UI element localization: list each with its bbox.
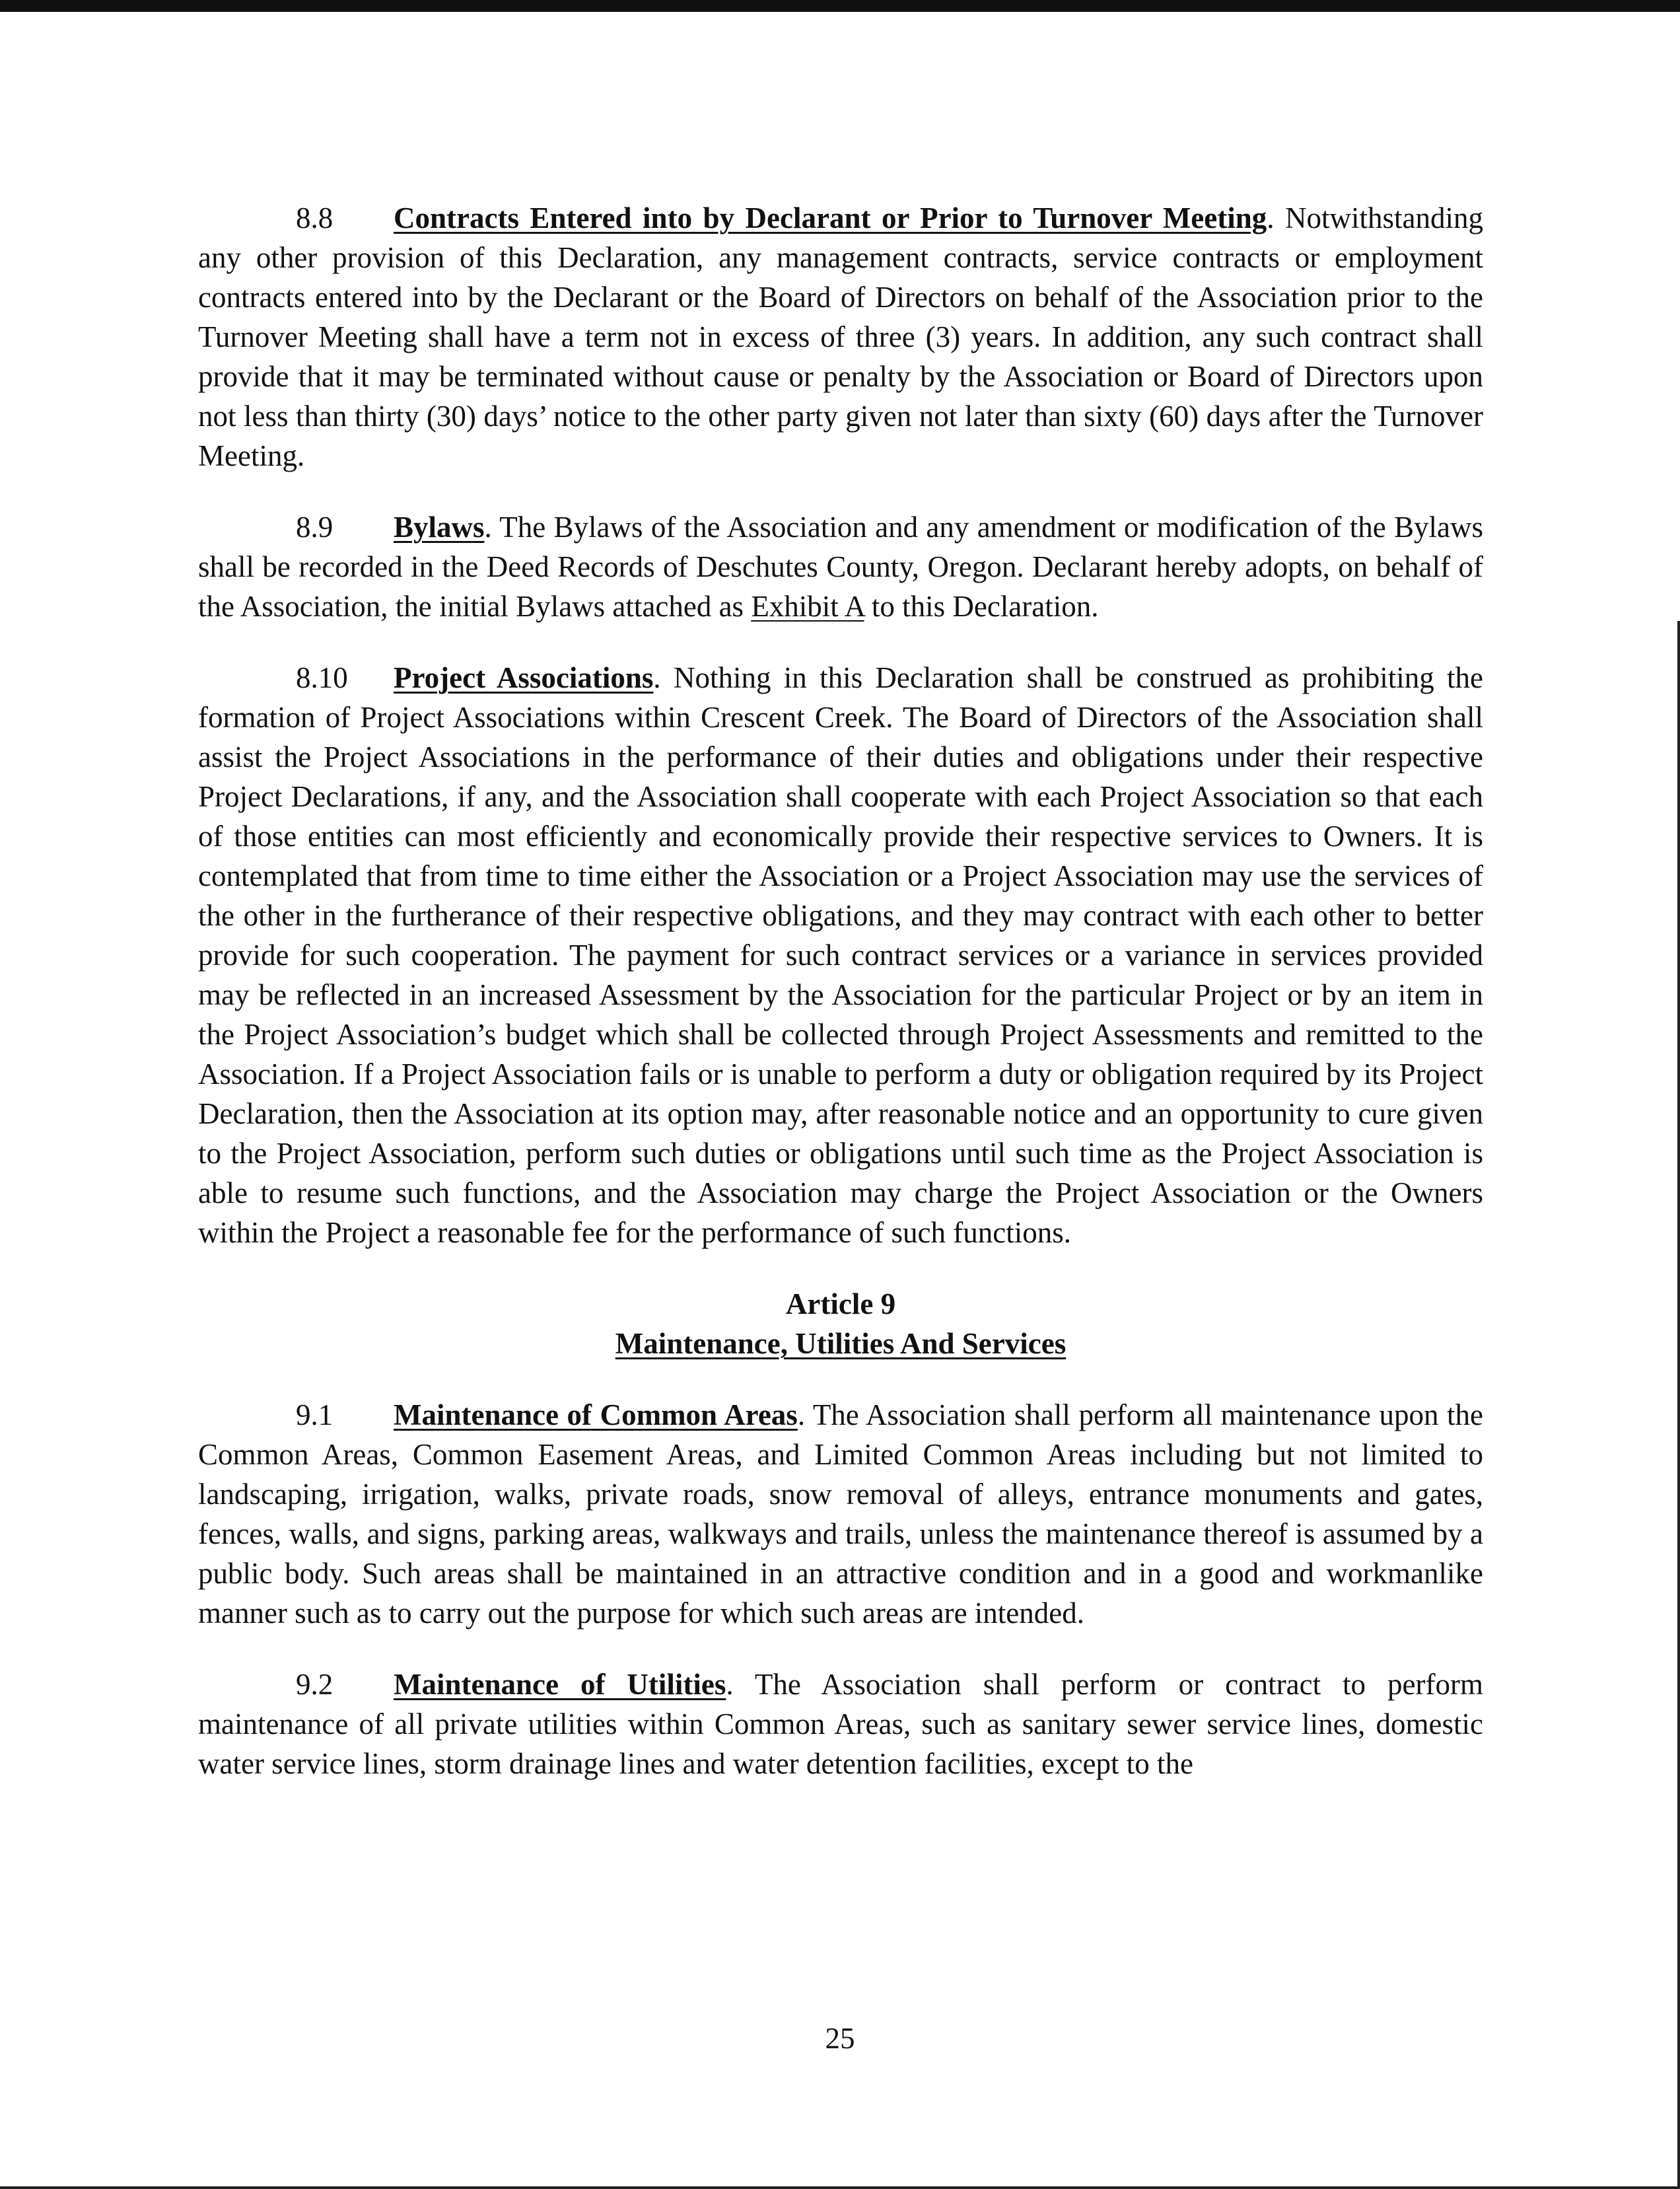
article-label: Article 9 bbox=[785, 1287, 896, 1320]
section-9-2 bbox=[198, 1665, 1483, 1783]
section-number: 8.9 bbox=[296, 511, 333, 544]
scan-top-border bbox=[0, 0, 1680, 12]
section-body: . The Bylaws of the Association and any amendment or modification of the Bylaws shall be recorded in the Deed Records of Deschutes County, Oregon. Declarant hereby adopts, on behalf of the Association, the initial Bylaws attached as bbox=[198, 511, 1483, 623]
article-title: Maintenance, Utilities And Services bbox=[615, 1327, 1067, 1360]
section-body-end: to this Declaration. bbox=[864, 590, 1099, 623]
section-heading: Project Associations bbox=[394, 661, 654, 694]
document-page bbox=[198, 198, 1483, 1815]
scan-bottom-border bbox=[0, 2186, 1680, 2189]
section-body: . Nothing in this Declaration shall be construed as prohibiting the formation of Project Associations within Crescent Creek. The Board of Directors of the Association shall assist the Project Associations in the performance of their duties and obligations under their respective Project Declarations, if any, and the Association shall cooperate with each Project Association so that each of those entities can most efficiently and economically provide their respective services to Owners. It is contemplated that from time to time either the Association or a Project Association may use the services of the other in the furtherance of their respective obligations, and they may contract with each other to better provide for such cooperation. The payment for such contract services or a variance in services provided may be reflected in an increased Assessment by the Association for the particular Project or by an item in the Project Association’s budget which shall be collected through Project Assessments and remitted to the Association. If a Project Association fails or is unable to perform a duty or obligation required by its Project Declaration, then the Association at its option may, after reasonable notice and an opportunity to cure given to the Project Association, perform such duties or obligations until such time as the Project Association is able to resume such functions, and the Association may charge the Project Association or the Owners within the Project a reasonable fee for the performance of such functions. bbox=[198, 661, 1483, 1249]
section-body: . The Association shall perform or contract to perform maintenance of all private utilities within Common Areas, such as sanitary sewer service lines, domestic water service lines, storm drainage lines and water detention facilities, except to the bbox=[198, 1668, 1483, 1780]
section-heading: Contracts Entered into by Declarant or Prior to Turnover Meeting bbox=[394, 201, 1267, 234]
scan-right-border bbox=[1677, 621, 1680, 2189]
section-number: 9.2 bbox=[296, 1668, 333, 1701]
section-body: . Notwithstanding any other provision of this Declaration, any management contracts, service contracts or employment contracts entered into by the Declarant or the Board of Directors on behalf of the Association prior to the Turnover Meeting shall have a term not in excess of three (3) years. In addition, any such contract shall provide that it may be terminated without cause or penalty by the Association or Board of Directors upon not less than thirty (30) days’ notice to the other party given not later than sixty (60) days after the Turnover Meeting. bbox=[198, 201, 1483, 472]
section-number: 8.8 bbox=[296, 201, 333, 234]
section-8-8 bbox=[198, 198, 1483, 476]
section-9-1 bbox=[198, 1395, 1483, 1633]
section-8-10 bbox=[198, 658, 1483, 1252]
section-8-9 bbox=[198, 507, 1483, 626]
exhibit-reference: Exhibit A bbox=[751, 590, 864, 623]
section-heading: Maintenance of Common Areas bbox=[394, 1398, 798, 1431]
section-number: 8.10 bbox=[296, 661, 348, 694]
section-heading: Bylaws bbox=[394, 511, 485, 544]
page-number: 25 bbox=[825, 2022, 855, 2055]
section-body: . The Association shall perform all maintenance upon the Common Areas, Common Easement Areas, and Limited Common Areas including but not limited to landscaping, irrigation, walks, private roads, snow removal of alleys, entrance monuments and gates, fences, walls, and signs, parking areas, walkways and trails, unless the maintenance thereof is assumed by a public body. Such areas shall be maintained in an attractive condition and in a good and workmanlike manner such as to carry out the purpose for which such areas are intended. bbox=[198, 1398, 1483, 1630]
section-heading: Maintenance of Utilities bbox=[394, 1668, 726, 1701]
section-number: 9.1 bbox=[296, 1398, 333, 1431]
article-heading bbox=[198, 1284, 1483, 1363]
